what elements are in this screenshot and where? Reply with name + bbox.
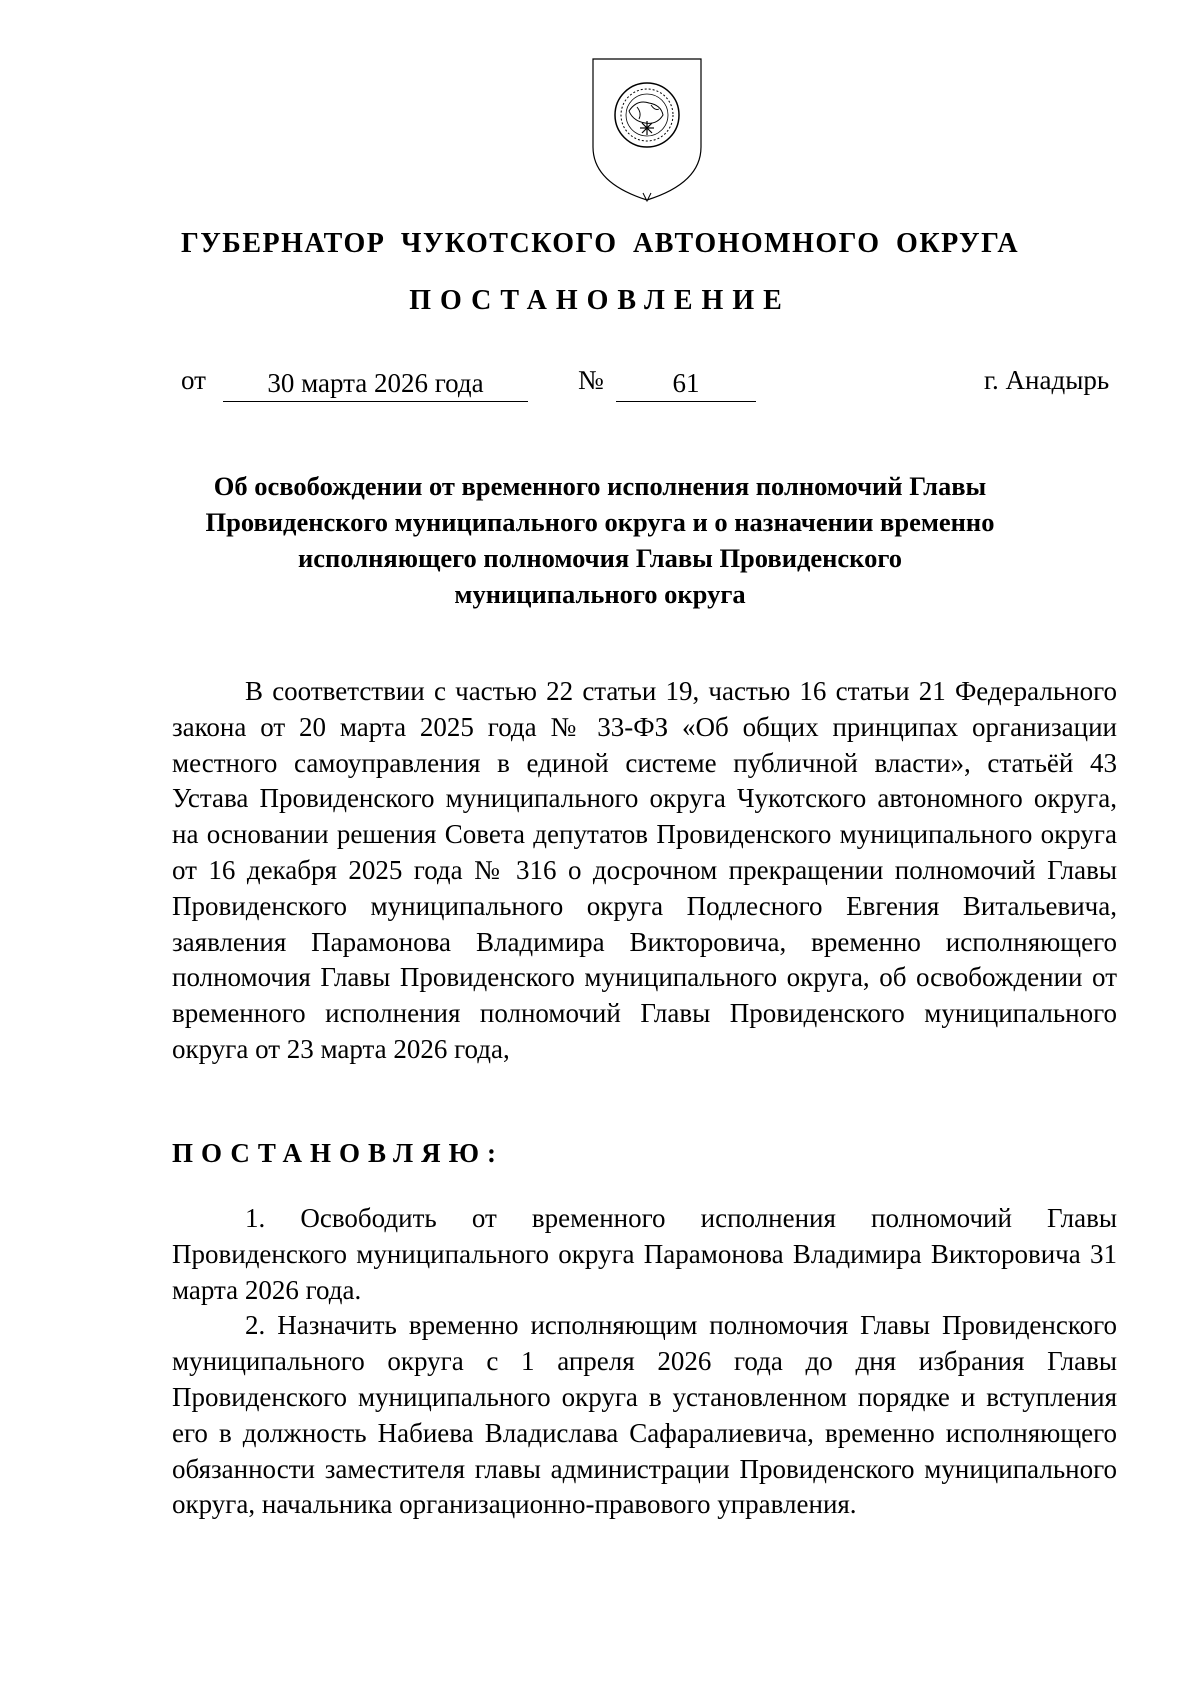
from-label: от <box>181 365 206 395</box>
preamble-paragraph: В соответствии с частью 22 статьи 19, частью 16 статьи 21 Федерального закона от 20 марта 2025 года № 33-ФЗ «Об общих принципах организации местного самоуправления в единой системе публичной власти», статьёй 43 Устава Провиденского муниципального округа Чукотского автономного округа, на основании решения Совета депутатов Провиденского муниципального округа от 16 декабря 2025 года № 316 о досрочном прекращении полномочий Главы Провиденского муниципального округа Подлесного Евгения Витальевича, заявления Парамонова Владимира Викторовича, временно исполняющего полномочия Главы Провиденского муниципального округа, об освобождении от временного исполнения полномочий Главы Провиденского муниципального округа от 23 марта 2026 года, <box>172 676 1117 1064</box>
resolution-item-2: 2. Назначить временно исполняющим полномочия Главы Провиденского муниципального округа с 1 апреля 2026 года до дня избрания Главы Провиденского муниципального округа в установленном порядке и вступления его в должность Набиева Владислава Сафаралиевича, временно исполняющего обязанности заместителя главы администрации Провиденского муниципального округа, начальника организационно-правового управления. <box>172 1310 1117 1520</box>
resolution-items <box>172 1201 1117 1523</box>
resolution-item-1: 1. Освободить от временного исполнения полномочий Главы Провиденского муниципального округа Парамонова Владимира Викторовича 31 марта 2026 года. <box>172 1203 1117 1305</box>
document-number: 61 <box>616 365 756 402</box>
resolve-heading: ПОСТАНОВЛЯЮ: <box>172 1138 504 1168</box>
issuing-authority: ГУБЕРНАТОР ЧУКОТСКОГО АВТОНОМНОГО ОКРУГА <box>180 228 1020 259</box>
document-title: Об освобождении от временного исполнения полномочий Главы Провиденского муниципального округа и о назначении временно исполняющего полномочия Главы Провиденского муниципального округа <box>205 471 995 609</box>
document-type: ПОСТАНОВЛЕНИЕ <box>409 285 791 316</box>
coat-of-arms-emblem <box>587 55 707 205</box>
preamble-block <box>172 674 1117 1068</box>
number-label: № <box>578 365 604 395</box>
document-date: 30 марта 2026 года <box>223 365 528 402</box>
date-number-line <box>0 365 1200 405</box>
city: г. Анадырь <box>984 365 1110 395</box>
